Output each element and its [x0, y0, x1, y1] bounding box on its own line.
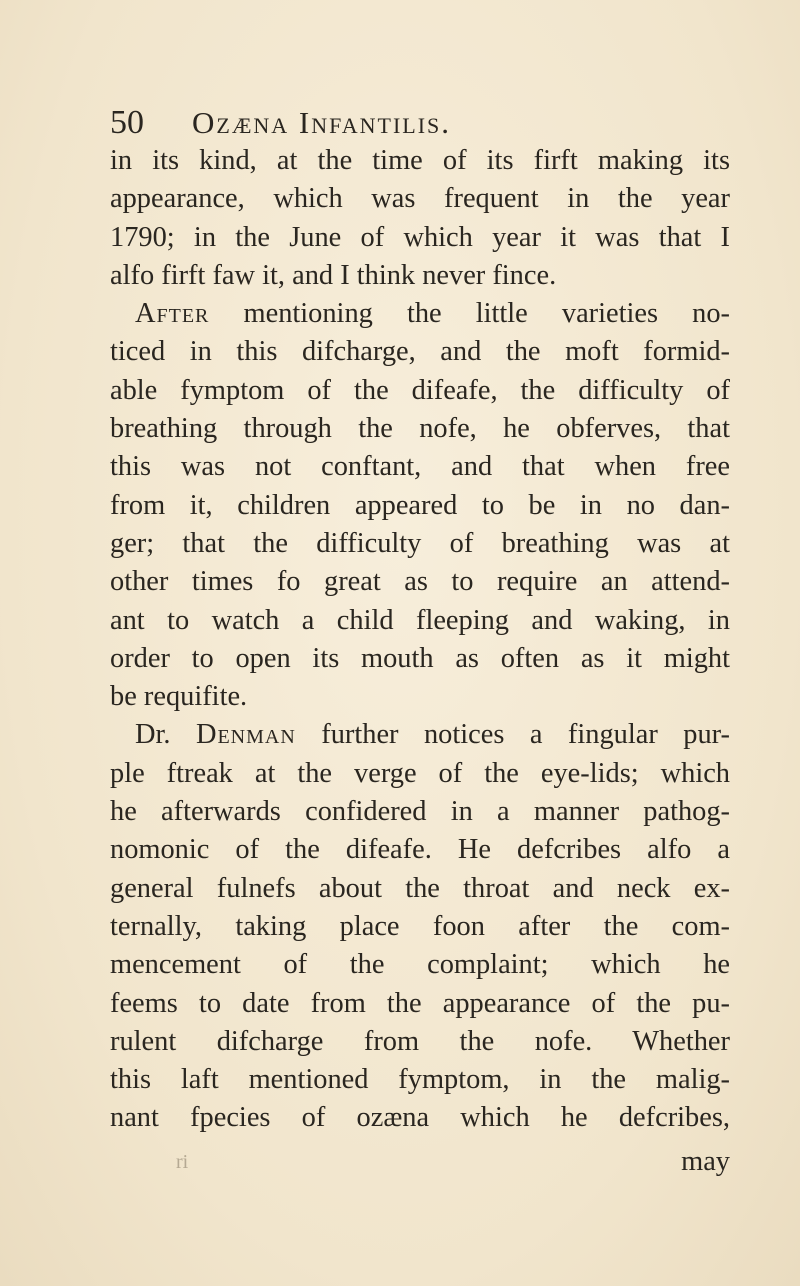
text-line: be requifite.: [110, 681, 248, 713]
text-line: Dr. Denman further notices a fingular pur-: [135, 719, 730, 751]
text-line: from it, children appeared to be in no dan-: [110, 489, 730, 521]
text-line: order to open its mouth as often as it might: [110, 642, 730, 674]
text-line: ternally, taking place foon after the com-: [110, 910, 730, 942]
text-line: nomonic of the difeafe. He defcribes alfo a: [110, 834, 730, 866]
page-number: 50: [110, 104, 144, 141]
body-text: [110, 142, 730, 1138]
text-line: he afterwards confidered in a manner pathog-: [110, 796, 730, 828]
text-line: able fymptom of the difeafe, the difficulty of: [110, 374, 730, 406]
small-caps-word: After: [135, 298, 210, 330]
text-line: appearance, which was frequent in the year: [110, 183, 730, 215]
catchword: may: [681, 1146, 730, 1177]
text-line: mencement of the complaint; which he: [110, 949, 730, 981]
running-title: Ozæna Infantilis.: [192, 105, 452, 140]
signature-mark: ri: [176, 1151, 189, 1173]
text-line: ple ftreak at the verge of the eye-lids; which: [110, 757, 730, 789]
text-line: nant fpecies of ozæna which he defcribes,: [110, 1102, 730, 1134]
text-line: other times fo great as to require an attend-: [110, 566, 730, 598]
text-line: this was not conftant, and that when free: [110, 451, 730, 483]
text-line: ant to watch a child fleeping and waking, in: [110, 604, 730, 636]
text-line: in its kind, at the time of its firft making its: [110, 145, 730, 176]
text-line: 1790; in the June of which year it was that I: [110, 221, 730, 253]
text-line: feems to date from the appearance of the pu-: [110, 987, 730, 1019]
running-head: [110, 101, 730, 145]
text-line: general fulnefs about the throat and neck ex-: [110, 872, 730, 904]
text-line: alfo firft faw it, and I think never fince.: [110, 259, 557, 291]
text-line: breathing through the nofe, he obferves, that: [110, 413, 730, 445]
text-line: ticed in this difcharge, and the moft formid-: [110, 336, 730, 368]
text-line: After mentioning the little varieties no-: [135, 298, 730, 330]
text-line: ger; that the difficulty of breathing was at: [110, 527, 730, 559]
small-caps-word: Denman: [195, 719, 296, 751]
text-line: this laft mentioned fymptom, in the malig-: [110, 1064, 730, 1096]
text-line: rulent difcharge from the nofe. Whether: [110, 1025, 730, 1057]
